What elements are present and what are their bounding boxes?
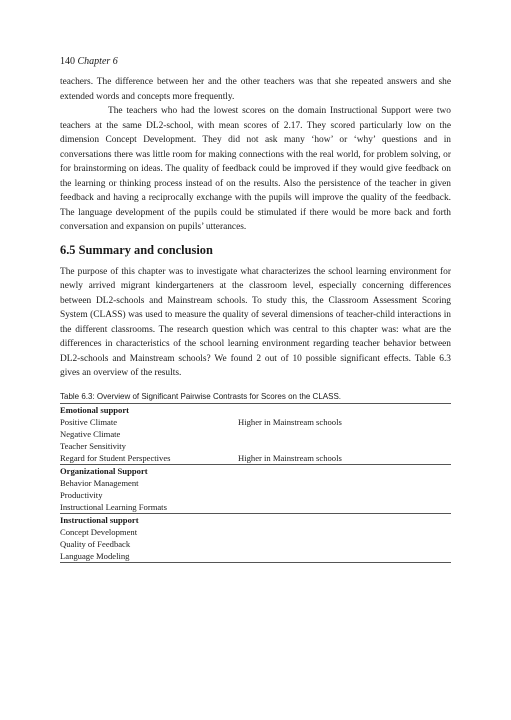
table-row — [60, 501, 451, 514]
row-label: Quality of Feedback — [60, 538, 131, 549]
table-row — [60, 489, 451, 501]
running-head — [60, 56, 118, 68]
row-result — [238, 550, 451, 563]
table-row — [60, 416, 451, 428]
table-row — [60, 452, 451, 465]
row-result: Higher in Mainstream schools — [238, 416, 342, 427]
table-row — [60, 440, 451, 452]
row-label: Concept Development — [60, 526, 138, 537]
row-result — [238, 501, 451, 514]
row-result — [238, 477, 451, 489]
row-label: Negative Climate — [60, 428, 121, 439]
row-result — [238, 428, 451, 440]
table-group-header — [60, 513, 451, 526]
paragraph-instructional-support: The teachers who had the lowest scores on the domain Instructional Support were two teachers at the same DL2-school, with mean scores of 2.17. They scored particularly low on the dimension Concept Development. They did not ask many ‘how’ or ‘why’ questions and in conversations there was little room for making connections with the real world, for problem solving, or for brainstorming on ideas. The quality of feedback could be improved if they would give feedback on the learning or thinking process instead of on the results. Also the persistence of the teacher in given feedback and having a reciprocally exchange with the pupils will improve the quality of the feedback. The language development of the pupils could be stimulated if there would be more back and forth conversation and expansion on pupils’ utterances. — [60, 106, 451, 232]
table-row — [60, 538, 451, 550]
table-group-header — [60, 464, 451, 477]
table-row — [60, 477, 451, 489]
section-heading: 6.5 Summary and conclusion — [60, 242, 213, 257]
table-row — [60, 526, 451, 538]
row-result — [238, 538, 451, 550]
chapter-label: Chapter 6 — [77, 56, 118, 67]
table-group-header — [60, 403, 451, 416]
row-result — [238, 489, 451, 501]
row-result — [238, 526, 451, 538]
row-label: Positive Climate — [60, 416, 118, 427]
row-label: Regard for Student Perspectives — [60, 452, 238, 465]
row-label: Language Modeling — [60, 550, 238, 563]
row-label: Instructional Learning Formats — [60, 501, 238, 514]
row-result — [238, 440, 451, 452]
table-row — [60, 428, 451, 440]
page-number: 140 — [60, 56, 75, 67]
class-contrasts-table — [60, 403, 451, 563]
table-block — [60, 391, 451, 563]
row-label: Productivity — [60, 489, 103, 500]
paragraph-continued: teachers. The difference between her and the other teachers was that she repeated answers and she extended words and concepts more frequently. — [60, 77, 451, 102]
body-text — [60, 75, 451, 563]
group-title: Emotional support — [60, 403, 238, 416]
paragraph-summary: The purpose of this chapter was to investigate what characterizes the school learning environment for newly arrived migrant kindergarteners at the classroom level, especially concerning differences between DL2-schools and Mainstream schools. To study this, the Classroom Assessment Scoring System (CLASS) was used to measure the quality of several dimensions of teacher-child interactions in the different classrooms. The research question which was central to this chapter was: what are the differences in characteristics of the school learning environment regarding teacher behavior between DL2-schools and Mainstream schools? We found 2 out of 10 possible significant effects. Table 6.3 gives an overview of the results. — [60, 266, 451, 378]
group-title: Instructional support — [60, 514, 139, 525]
row-label: Teacher Sensitivity — [60, 440, 126, 451]
group-title: Organizational Support — [60, 465, 148, 476]
table-caption: Table 6.3: Overview of Significant Pairwise Contrasts for Scores on the CLASS. — [60, 391, 342, 401]
row-result: Higher in Mainstream schools — [238, 452, 451, 465]
table-row — [60, 550, 451, 563]
row-label: Behavior Management — [60, 477, 139, 488]
